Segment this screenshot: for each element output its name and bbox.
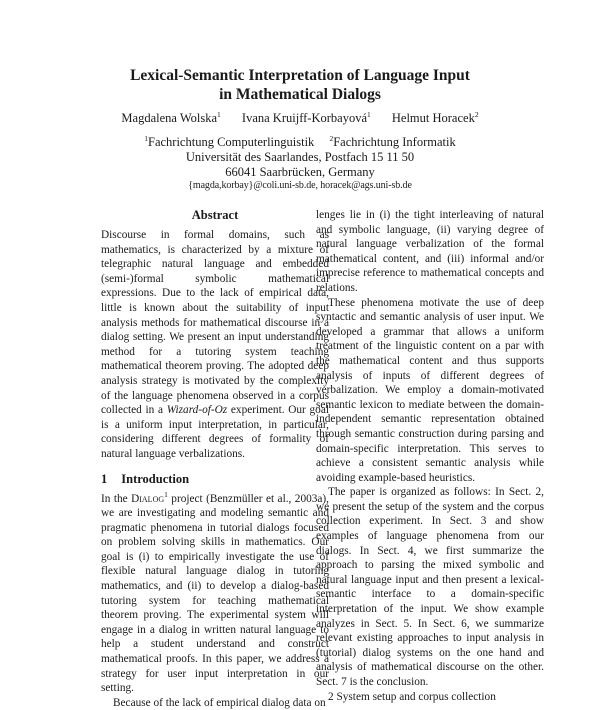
abstract-heading: Abstract [191,208,239,222]
departments [0,135,600,150]
title-line-1: Lexical-Semantic Interpretation of Language Input [130,67,470,84]
body-paragraph: The paper is organized as follows: In Sect. 2, we present the setup of the system and the corpus collection experiment. In Sect. 3 and show examples of language phenomena from our dialogs. In Sect. 4, we first summarize the approach to parsing the mixed symbolic and natural language input and then present a lexical-semantic interface to a domain-specific interpretation of the input. We show example analyzes in Sect. 5. In Sect. 6, we summarize relevant existing approaches to input analysis in (tutorial) dialog systems on the one hand and analysis of mathematical discourse on the other. Sect. 7 is the conclusion. [316,486,544,688]
author-emails: {magda,korbay}@coli.uni-sb.de, horacek@ags.uni-sb.de [188,180,412,192]
affiliations [0,135,600,194]
author: Ivana Kruijff-Korbayová$^1$ [241,110,371,125]
intro-paragraph-1: In the Dialog$^1$ project (Benzmüller et al., 2003a), we are investigating and modeling semantic and pragmatic phenomena in tutorial dialogs focused on problem solving skills in mathematics. Our goal is (i) to empirically investigate the use of flexible natural language dialog in tutoring mathematics, and (ii) to develop a dialog-based tutoring system for teaching mathematical theorem proving. The experimental system will engage in a dialog in written natural language to help a student understand and construct mathematical proofs. In this paper, we address a strategy for user input interpretation in our setting. [101,489,329,695]
intro-paragraph-2: Because of the lack of empirical dialog data on [113,696,326,709]
city-address: 66041 Saarbrücken, Germany [225,164,375,179]
author: Magdalena Wolska$^1$ [121,110,221,125]
section-heading-introduction: 1 Introduction [101,471,190,486]
left-column [101,208,329,710]
abstract-text: Discourse in formal domains, such as mathematics, is characterized by a mixture of telegraphic natural language and embedded (semi-)formal symbolic mathematical expressions. Due to the lack of empirical data, little is known about the suitability of input analysis methods for mathematical discourse in a dialog setting. We present an input understanding method for a tutoring system teaching mathematical theorem proving. The adopted deep analysis strategy is motivated by the complexity of the language phenomena observed in a corpus collected in a Wizard-of-Oz experiment. Our goal is a uniform input interpretation, in particular, considering different degrees of formality of natural language verbalizations. [101,229,329,460]
section-heading-system-setup: 2 System setup and corpus collection [328,690,496,703]
body-paragraph: These phenomena motivate the use of deep syntactic and semantic analysis of user input. We developed a grammar that allows a uniform treatment of the linguistic content on a par with the mathematical content and thus supports analysis of inputs of different degrees of verbalization. We employ a domain-motivated semantic lexicon to mediate between the domain-independent semantic representation obtained through semantic construction during parsing and domain-specific interpretation. This serves to achieve a consistent semantic analysis while avoiding example-based heuristics. [316,296,544,484]
department-1: $^1$Fachrichtung Computerlinguistik [144,134,315,149]
department-2: $^2$Fachrichtung Informatik [329,134,456,149]
title-line-2: in Mathematical Dialogs [219,86,381,103]
author-list [0,111,600,126]
paper-title [0,66,600,104]
body-paragraph: lenges lie in (i) the tight interleaving of natural and symbolic language, (ii) varying degree of natural language verbalization of the formal mathematical content, and (iii) informal and/or imprecise reference to mathematical concepts and relations. [316,209,544,294]
right-column [316,208,544,704]
author: Helmut Horacek$^2$ [391,110,479,125]
university-address: Universität des Saarlandes, Postfach 15 11 50 [185,149,415,164]
